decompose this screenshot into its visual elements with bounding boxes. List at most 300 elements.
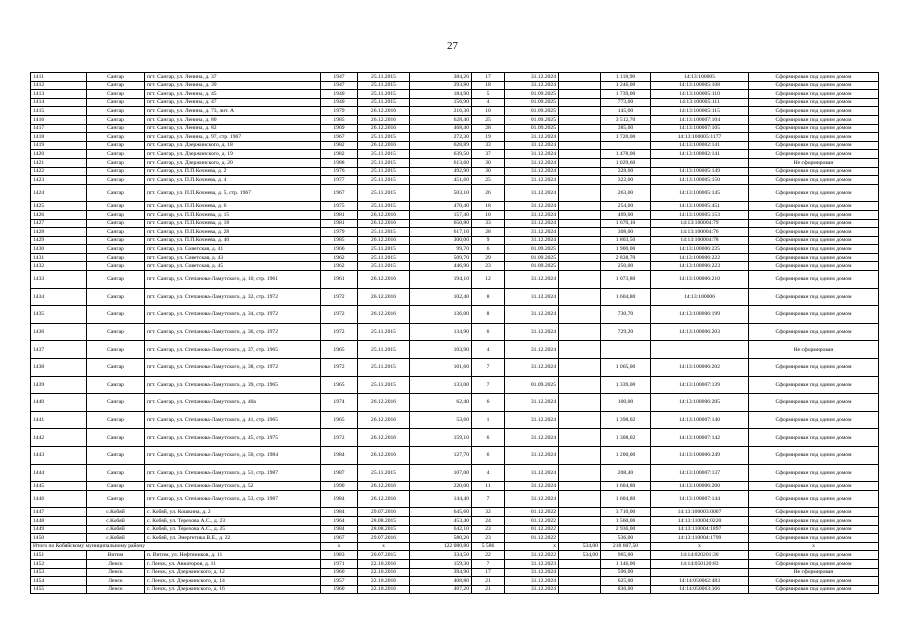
cell-amount-a xyxy=(559,464,601,482)
cell-amount-b: 1 560,00 xyxy=(601,516,651,525)
cell-address: пгт. Сангар, ул. Дзержинского, д. 20 xyxy=(145,158,321,167)
table-row xyxy=(31,306,879,324)
cell-address: пгт. Сангар, ул. Степанова-Ламутского, д. 38, стр. 1972 xyxy=(145,359,321,377)
cell-amount-b: 308,00 xyxy=(601,228,651,237)
cell-settlement: Сангар xyxy=(87,323,145,341)
cell-cadastral-number: 14:13:100006:200 xyxy=(651,482,749,491)
cell-year-built: 1969 xyxy=(321,124,358,133)
cell-settlement: Сангар xyxy=(87,210,145,219)
cell-settlement: Сангар xyxy=(87,176,145,185)
table-row xyxy=(31,262,879,271)
cell-settlement: Витим xyxy=(87,551,145,560)
cell-cadastral-number: 14:13:100005:108 xyxy=(651,81,749,90)
cell-land-status: Сформирован под одним домом xyxy=(749,490,879,508)
cell-amount-a xyxy=(559,534,601,543)
cell-land-status: Сформирован под одним домом xyxy=(749,585,879,594)
cell-total-area: 101,60 xyxy=(410,359,472,377)
cell-residents: 24 xyxy=(472,516,505,525)
cell-total-area: 220,00 xyxy=(410,482,472,491)
cell-address: г. Ленск, ул. Дзержинского, д. 14 xyxy=(145,577,321,586)
cell-address: пгт. Сангар, ул. Степанова-Ламутского, д. 53, стр. 1987 xyxy=(145,490,321,508)
cell-settlement: Сангар xyxy=(87,90,145,99)
cell-total-area: 159,10 xyxy=(410,429,472,447)
cell-amount-b: 596,00 xyxy=(601,568,651,577)
cell-address: с. Кобяй, ул. Энергетика В.Е., д. 22 xyxy=(145,534,321,543)
cell-land-status: Сформирован под одним домом xyxy=(749,508,879,517)
cell-residents: 25 xyxy=(472,115,505,124)
cell-row-number: 1433 xyxy=(31,271,87,289)
table-row xyxy=(31,534,879,543)
table-row xyxy=(31,568,879,577)
cell-land-status: Сформирован под одним домом xyxy=(749,323,879,341)
cell-row-number: 1418 xyxy=(31,133,87,142)
cell-row-number: 1441 xyxy=(31,411,87,429)
subtotal-row xyxy=(31,542,879,551)
cell-total-area: 451,60 xyxy=(410,176,472,185)
cell-land-status: x xyxy=(749,542,879,551)
cell-total-area: 216,30 xyxy=(410,107,472,116)
cell-amount-b: 1 604,80 xyxy=(601,482,651,491)
cell-deadline: 31.12.2024 xyxy=(505,288,559,306)
cell-land-status: Сформирован под одним домом xyxy=(749,124,879,133)
cell-year-built: 1987 xyxy=(321,464,358,482)
cell-settlement: Сангар xyxy=(87,107,145,116)
cell-amount-a xyxy=(559,288,601,306)
cell-total-area: 453,40 xyxy=(410,516,472,525)
cell-cadastral-number: 14:13:110004:1799 xyxy=(651,534,749,543)
cell-residents: 23 xyxy=(472,534,505,543)
cell-residents: 21 xyxy=(472,585,505,594)
cell-address: пгт. Сангар, ул. Степанова-Ламутского, д. 34, стр. 1972 xyxy=(145,306,321,324)
cell-row-number: 1451 xyxy=(31,551,87,560)
cell-residents: 22 xyxy=(472,551,505,560)
table-row xyxy=(31,559,879,568)
cell-land-status: Сформирован под одним домом xyxy=(749,262,879,271)
cell-residents: 5 586 xyxy=(472,542,505,551)
cell-settlement: Сангар xyxy=(87,253,145,262)
cell-deadline: 01.09.2025 xyxy=(505,98,559,107)
cell-land-status: Сформирован под одним домом xyxy=(749,90,879,99)
cell-address: пгт. Сангар, ул. Ленина, д. 37 xyxy=(145,73,321,82)
cell-residents: 11 xyxy=(472,482,505,491)
cell-total-area: 102,40 xyxy=(410,288,472,306)
cell-address: пгт. Сангар, ул. Советская, д. 41 xyxy=(145,245,321,254)
cell-amount-a xyxy=(559,245,601,254)
cell-cadastral-number: 14:13:100005:111 xyxy=(651,98,749,107)
cell-row-number: 1432 xyxy=(31,262,87,271)
cell-year-built: 1979 xyxy=(321,107,358,116)
cell-residents: 32 xyxy=(472,508,505,517)
cell-amount-a xyxy=(559,429,601,447)
cell-settlement: с.Кобяй xyxy=(87,516,145,525)
table-row xyxy=(31,508,879,517)
cell-cadastral-number: 14:13:100007:144 xyxy=(651,490,749,508)
cell-inclusion-date: 26.12.2016 xyxy=(358,219,410,228)
cell-inclusion-date: 25.11.2015 xyxy=(358,158,410,167)
cell-year-built: 1967 xyxy=(321,534,358,543)
cell-total-area: 293,80 xyxy=(410,81,472,90)
cell-amount-a xyxy=(559,394,601,412)
cell-inclusion-date: 25.11.2015 xyxy=(358,245,410,254)
cell-address: п. Витим, ул. Нефтяников, д. 11 xyxy=(145,551,321,560)
cell-settlement: Сангар xyxy=(87,167,145,176)
cell-settlement: Сангар xyxy=(87,262,145,271)
cell-year-built: 1985 xyxy=(321,236,358,245)
cell-amount-b: 263,00 xyxy=(601,184,651,202)
cell-residents: 9 xyxy=(472,236,505,245)
cell-amount-b: 469,00 xyxy=(601,210,651,219)
cell-settlement: Сангар xyxy=(87,359,145,377)
cell-land-status: Сформирован под одним домом xyxy=(749,559,879,568)
registry-table-container xyxy=(30,72,878,594)
cell-row-number: 1412 xyxy=(31,81,87,90)
table-row xyxy=(31,236,879,245)
table-row xyxy=(31,411,879,429)
cell-address: пгт. Сангар, ул. Ленина, д. 47 xyxy=(145,98,321,107)
cell-land-status: Сформирован под одним домом xyxy=(749,141,879,150)
table-row xyxy=(31,184,879,202)
cell-amount-a xyxy=(559,219,601,228)
cell-cadastral-number: 14:14:050063:366 xyxy=(651,585,749,594)
table-row xyxy=(31,245,879,254)
cell-deadline: 31.12.2024 xyxy=(505,490,559,508)
cell-inclusion-date: 26.12.2016 xyxy=(358,429,410,447)
cell-cadastral-number: 14:13:100006:202 xyxy=(651,359,749,377)
cell-inclusion-date: 25.11.2015 xyxy=(358,359,410,377)
cell-deadline: 31.12.2024 xyxy=(505,577,559,586)
cell-inclusion-date: 22.10.2016 xyxy=(358,577,410,586)
cell-inclusion-date: x xyxy=(358,542,410,551)
cell-land-status: Сформирован под одним домом xyxy=(749,271,879,289)
cell-land-status: Сформирован под одним домом xyxy=(749,219,879,228)
cell-address: пгт. Сангар, ул. Степанова-Ламутского, д. 37, стр. 1965 xyxy=(145,341,321,359)
cell-address: пгт. Сангар, ул. Степанова-Ламутского, д. 36, стр. 1972 xyxy=(145,323,321,341)
cell-cadastral-number: 14:13:100006:222 xyxy=(651,253,749,262)
cell-address: пгт. Сангар, ул. П.П.Кочнева, д. 2 xyxy=(145,167,321,176)
cell-row-number: 1445 xyxy=(31,482,87,491)
cell-row-number: 1413 xyxy=(31,90,87,99)
cell-settlement: Сангар xyxy=(87,447,145,465)
cell-amount-a: 534,00 xyxy=(559,551,601,560)
cell-amount-b: 1 604,80 xyxy=(601,288,651,306)
cell-total-area: 639,50 xyxy=(410,150,472,159)
cell-residents: 21 xyxy=(472,577,505,586)
cell-deadline: 31.12.2024 xyxy=(505,202,559,211)
cell-land-status: Сформирован под одним домом xyxy=(749,228,879,237)
cell-residents: 23 xyxy=(472,262,505,271)
cell-total-area: 334,50 xyxy=(410,551,472,560)
table-row xyxy=(31,202,879,211)
cell-year-built: 1982 xyxy=(321,141,358,150)
cell-cadastral-number: 14:13:100006:205 xyxy=(651,394,749,412)
cell-address: пгт. Сангар, ул. Степанова-Ламутского, д. 52 xyxy=(145,482,321,491)
cell-row-number: 1448 xyxy=(31,516,87,525)
cell-deadline: 31.12.2024 xyxy=(505,585,559,594)
cell-residents: 19 xyxy=(472,133,505,142)
cell-row-number: 1416 xyxy=(31,115,87,124)
cell-settlement: Сангар xyxy=(87,236,145,245)
cell-total-area: 107,00 xyxy=(410,464,472,482)
cell-cadastral-number xyxy=(651,158,749,167)
cell-address: пгт. Сангар, ул. Советская, д. 45 xyxy=(145,262,321,271)
table-row xyxy=(31,271,879,289)
cell-row-number: 1424 xyxy=(31,184,87,202)
cell-settlement: Сангар xyxy=(87,219,145,228)
cell-total-area: 408,80 xyxy=(410,577,472,586)
cell-land-status: Сформирован под одним домом xyxy=(749,236,879,245)
cell-year-built: 1990 xyxy=(321,482,358,491)
cell-residents: 10 xyxy=(472,107,505,116)
cell-land-status: Сформирован под одним домом xyxy=(749,107,879,116)
cell-address: пгт. Сангар, ул. Ленина, д. 45 xyxy=(145,90,321,99)
cell-year-built: 1940 xyxy=(321,90,358,99)
cell-row-number: 1431 xyxy=(31,253,87,262)
cell-inclusion-date: 25.11.2015 xyxy=(358,464,410,482)
cell-amount-b: 1 339,00 xyxy=(601,376,651,394)
cell-inclusion-date: 25.11.2015 xyxy=(358,341,410,359)
cell-row-number: 1450 xyxy=(31,534,87,543)
cell-total-area: 134,90 xyxy=(410,323,472,341)
cell-settlement: Сангар xyxy=(87,490,145,508)
cell-year-built: 1977 xyxy=(321,176,358,185)
cell-amount-b: 254,00 xyxy=(601,202,651,211)
cell-address: пгт. Сангар, ул. Советская, д. 43 xyxy=(145,253,321,262)
cell-land-status: Сформирован под одним домом xyxy=(749,73,879,82)
table-row xyxy=(31,176,879,185)
cell-amount-b xyxy=(601,141,651,150)
cell-settlement: Сангар xyxy=(87,73,145,82)
cell-address: пгт. Сангар, ул. П.П.Кочнева, д. 28 xyxy=(145,228,321,237)
cell-land-status: Сформирован под одним домом xyxy=(749,288,879,306)
table-row xyxy=(31,490,879,508)
cell-inclusion-date: 25.11.2015 xyxy=(358,202,410,211)
cell-residents: 6 xyxy=(472,394,505,412)
cell-amount-b: 3 512,70 xyxy=(601,115,651,124)
cell-cadastral-number: 14:14:050120:83 xyxy=(651,559,749,568)
cell-inclusion-date: 28.08.2015 xyxy=(358,525,410,534)
cell-deadline: 31.12.2024 xyxy=(505,210,559,219)
cell-row-number: 1442 xyxy=(31,429,87,447)
cell-total-area: 122 080,80 xyxy=(410,542,472,551)
cell-deadline: 31.12.2024 xyxy=(505,167,559,176)
cell-deadline: 31.12.2024 xyxy=(505,464,559,482)
subtotal-label: Итого по Кобяйскому муниципальному району xyxy=(31,542,321,551)
cell-address: г. Ленск, ул. Дзержинского, д. 16 xyxy=(145,585,321,594)
cell-amount-b: 250,00 xyxy=(601,262,651,271)
cell-settlement: Сангар xyxy=(87,288,145,306)
cell-cadastral-number: 14:13:100007:142 xyxy=(651,429,749,447)
cell-row-number: 1420 xyxy=(31,150,87,159)
cell-residents: 6 xyxy=(472,245,505,254)
cell-land-status: Сформирован под одним домом xyxy=(749,376,879,394)
cell-residents: 33 xyxy=(472,141,505,150)
cell-land-status: Сформирован под одним домом xyxy=(749,202,879,211)
cell-inclusion-date: 26.12.2016 xyxy=(358,482,410,491)
cell-deadline: 01.09.2025 xyxy=(505,376,559,394)
cell-amount-b: 1 146,00 xyxy=(601,559,651,568)
cell-amount-a xyxy=(559,323,601,341)
cell-total-area: 628,89 xyxy=(410,141,472,150)
cell-cadastral-number: 14:14:020201:30 xyxy=(651,551,749,560)
cell-year-built: 1975 xyxy=(321,202,358,211)
cell-row-number: 1439 xyxy=(31,376,87,394)
cell-settlement: Сангар xyxy=(87,271,145,289)
cell-settlement: Сангар xyxy=(87,124,145,133)
cell-year-built: 1947 xyxy=(321,81,358,90)
cell-deadline: 31.12.2024 xyxy=(505,184,559,202)
cell-inclusion-date: 26.12.2016 xyxy=(358,271,410,289)
cell-cadastral-number: 14:13:100006 xyxy=(651,288,749,306)
cell-land-status: Сформирован под одним домом xyxy=(749,184,879,202)
cell-amount-b: 145,00 xyxy=(601,107,651,116)
cell-inclusion-date: 26.12.2016 xyxy=(358,447,410,465)
cell-row-number: 1422 xyxy=(31,167,87,176)
cell-deadline: 01.12.2022 xyxy=(505,525,559,534)
table-row xyxy=(31,341,879,359)
cell-row-number: 1423 xyxy=(31,176,87,185)
cell-inclusion-date: 25.11.2015 xyxy=(358,228,410,237)
cell-inclusion-date: 26.12.2016 xyxy=(358,394,410,412)
cell-cadastral-number: 14:13:100006:225 xyxy=(651,245,749,254)
cell-year-built: 1982 xyxy=(321,150,358,159)
cell-amount-b: 3 710,00 xyxy=(601,508,651,517)
cell-amount-a xyxy=(559,376,601,394)
cell-address: с. Кобяй, ул. Кошкина, д. 2 xyxy=(145,508,321,517)
cell-year-built: 1984 xyxy=(321,508,358,517)
cell-amount-b: 1 200,00 xyxy=(601,447,651,465)
cell-year-built: 1960 xyxy=(321,585,358,594)
cell-residents: 18 xyxy=(472,202,505,211)
cell-settlement: Сангар xyxy=(87,464,145,482)
cell-row-number: 1434 xyxy=(31,288,87,306)
cell-settlement: Ленск xyxy=(87,585,145,594)
table-row xyxy=(31,323,879,341)
cell-amount-b: 1 398,02 xyxy=(601,411,651,429)
cell-amount-a xyxy=(559,133,601,142)
cell-amount-b: 625,00 xyxy=(601,577,651,586)
cell-deadline: 01.09.2025 xyxy=(505,124,559,133)
cell-inclusion-date: 26.12.2016 xyxy=(358,288,410,306)
cell-residents: 30 xyxy=(472,167,505,176)
cell-inclusion-date: 25.11.2015 xyxy=(358,73,410,82)
cell-year-built: 1947 xyxy=(321,73,358,82)
cell-settlement: с.Кобяй xyxy=(87,508,145,517)
cell-amount-b: 1 670,10 xyxy=(601,219,651,228)
cell-settlement: Сангар xyxy=(87,482,145,491)
cell-amount-a xyxy=(559,482,601,491)
cell-deadline: 31.12.2024 xyxy=(505,271,559,289)
cell-deadline: 31.12.2022 xyxy=(505,551,559,560)
cell-total-area: 136,00 xyxy=(410,306,472,324)
cell-amount-a xyxy=(559,236,601,245)
cell-deadline: 31.12.2024 xyxy=(505,228,559,237)
cell-deadline: 31.12.2024 xyxy=(505,323,559,341)
cell-deadline: 01.09.2025 xyxy=(505,90,559,99)
cell-amount-a xyxy=(559,271,601,289)
cell-year-built: 1962 xyxy=(321,262,358,271)
cell-inclusion-date: 25.11.2015 xyxy=(358,184,410,202)
cell-settlement: Сангар xyxy=(87,202,145,211)
cell-address: пгт. Сангар, ул. П.П.Кочнева, д. 18 xyxy=(145,219,321,228)
cell-address: г. Ленск, ул. Дзержинского, д. 12 xyxy=(145,568,321,577)
cell-residents: 4 xyxy=(472,98,505,107)
cell-address: г. Ленск, ул. Авиаторов, д. 11 xyxy=(145,559,321,568)
cell-settlement: Сангар xyxy=(87,245,145,254)
cell-total-area: 446,90 xyxy=(410,262,472,271)
cell-inclusion-date: 28.08.2015 xyxy=(358,516,410,525)
cell-cadastral-number: x xyxy=(651,542,749,551)
cell-cadastral-number: 14:13:100007:137 xyxy=(651,464,749,482)
cell-deadline: 31.12.2024 xyxy=(505,447,559,465)
cell-year-built: 1972 xyxy=(321,288,358,306)
cell-deadline: 01.12.2022 xyxy=(505,508,559,517)
cell-residents: 30 xyxy=(472,158,505,167)
cell-residents: 7 xyxy=(472,490,505,508)
page-number: 27 xyxy=(447,40,458,52)
cell-amount-a xyxy=(559,228,601,237)
cell-amount-a xyxy=(559,359,601,377)
cell-land-status: Сформирован под одним домом xyxy=(749,98,879,107)
cell-year-built: 1984 xyxy=(321,525,358,534)
cell-total-area: 580,20 xyxy=(410,534,472,543)
cell-amount-b: 1 029,60 xyxy=(601,158,651,167)
cell-cadastral-number: 14:13:100007:104 xyxy=(651,115,749,124)
cell-address: пгт. Сангар, ул. Степанова-Ламутского, д. 40а xyxy=(145,394,321,412)
cell-amount-b: 1 308,02 xyxy=(601,429,651,447)
cell-address: пгт. Сангар, ул. П.П.Кочнева, д. 5, стр. 1967 xyxy=(145,184,321,202)
cell-settlement: с.Кобяй xyxy=(87,534,145,543)
table-row xyxy=(31,98,879,107)
cell-cadastral-number: 14:13:100006:223 xyxy=(651,262,749,271)
cell-land-status: Сформирован под одним домом xyxy=(749,429,879,447)
table-row xyxy=(31,133,879,142)
cell-year-built: 1981 xyxy=(321,219,358,228)
cell-land-status: Не сформирован xyxy=(749,568,879,577)
cell-row-number: 1440 xyxy=(31,394,87,412)
cell-amount-b: 1 604,80 xyxy=(601,490,651,508)
cell-cadastral-number: 14:13:100003:0007 xyxy=(651,508,749,517)
cell-inclusion-date: 26.12.2016 xyxy=(358,107,410,116)
cell-amount-a xyxy=(559,176,601,185)
cell-year-built: 1965 xyxy=(321,341,358,359)
cell-row-number: 1411 xyxy=(31,73,87,82)
cell-land-status: Сформирован под одним домом xyxy=(749,551,879,560)
cell-year-built: 1981 xyxy=(321,210,358,219)
cell-land-status: Сформирован под одним домом xyxy=(749,115,879,124)
cell-row-number: 1426 xyxy=(31,210,87,219)
cell-settlement: Ленск xyxy=(87,559,145,568)
cell-row-number: 1429 xyxy=(31,236,87,245)
cell-year-built: 1976 xyxy=(321,167,358,176)
cell-inclusion-date: 26.12.2016 xyxy=(358,210,410,219)
cell-amount-b: 1 900,00 xyxy=(601,245,651,254)
cell-year-built: 1960 xyxy=(321,568,358,577)
cell-residents: 6 xyxy=(472,429,505,447)
cell-total-area: 468,40 xyxy=(410,124,472,133)
cell-year-built: 1966 xyxy=(321,245,358,254)
cell-amount-b: 1 739,00 xyxy=(601,90,651,99)
cell-cadastral-number: 14:13:100007:140 xyxy=(651,411,749,429)
cell-row-number: 1449 xyxy=(31,525,87,534)
cell-amount-a xyxy=(559,184,601,202)
cell-year-built: 1967 xyxy=(321,133,358,142)
table-row xyxy=(31,90,879,99)
cell-amount-a xyxy=(559,262,601,271)
cell-amount-a xyxy=(559,150,601,159)
cell-amount-a xyxy=(559,98,601,107)
cell-residents: 8 xyxy=(472,306,505,324)
cell-residents: 6 xyxy=(472,323,505,341)
